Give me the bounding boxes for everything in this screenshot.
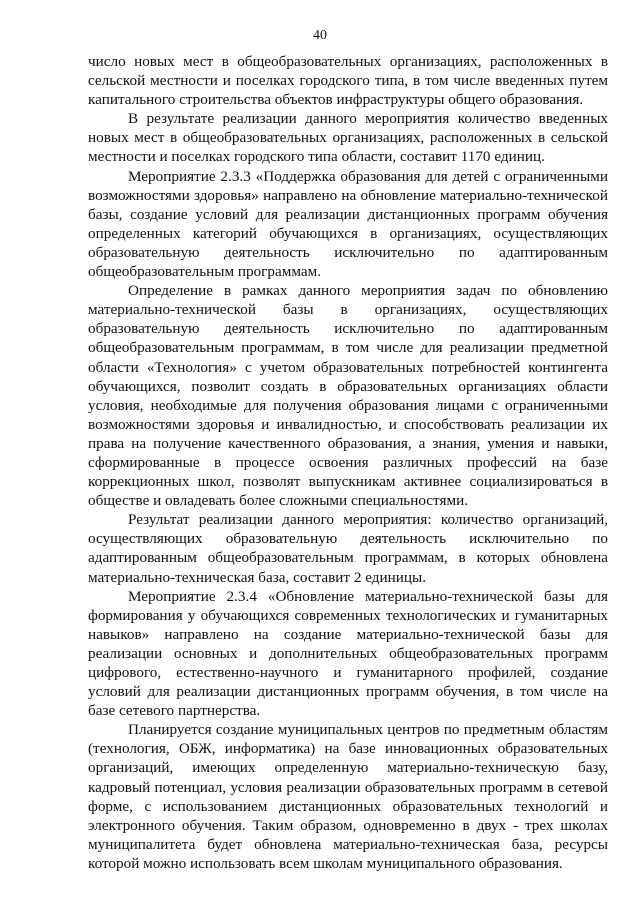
paragraph-measure-2-3-3-goals: Определение в рамках данного мероприятия задач по обновлению материально-технической базы в организациях, осуществляющих образовательную деятельность исключительно по адаптированным общеобразовательным программам, в том числе для реализации предметной области «Технология» с учетом образовательных потребностей контингента обучающихся, позволит создать в образовательных организациях области условия, необходимые для получения образования лицами с ограниченными возможностями здоровья и инвалидностью, и способствовать реализации их права на получение качественного образования, а знания, умения и навыки, сформированные в процессе освоения различных профессий на базе коррекционных школ, позволят выпускникам активнее социализироваться в обществе и овладевать более сложными специальностями. <box>88 282 608 510</box>
page-number: 40 <box>313 28 327 43</box>
paragraph-measure-2-3-3-result: Результат реализации данного мероприятия: количество организаций, осуществляющих образовательную деятельность исключительно по адаптированным общеобразовательным программам, в которых обновлена материально-техническая база, составит 2 единицы. <box>88 511 608 586</box>
paragraph-measure-2-3-4: Мероприятие 2.3.4 «Обновление материально-технической базы для формирования у обучающихся современных технологических и гуманитарных навыков» направлено на создание материально-технической базы для реализации основных и дополнительных общеобразовательных программ цифрового, естественно-научного и гуманитарного профилей, создание условий для реализации дистанционных программ обучения, в том числе на базе сетевого партнерства. <box>88 587 608 720</box>
paragraph-result-new-places: В результате реализации данного мероприятия количество введенных новых мест в общеобразовательных организациях, расположенных в сельской местности и поселках городского типа области, составит 1170 единиц. <box>88 110 608 166</box>
paragraph-continuation: число новых мест в общеобразовательных организациях, расположенных в сельской местности и поселках городского типа, в том числе введенных путем капитального строительства объектов инфраструктуры общего образования. <box>88 53 608 109</box>
paragraph-municipal-centers: Планируется создание муниципальных центров по предметным областям (технология, ОБЖ, информатика) на базе инновационных образовательных организаций, имеющих определенную материально-техническую базу, кадровый потенциал, условия реализации образовательных программ в сетевой форме, с использованием дистанционных образовательных технологий и электронного обучения. Таким образом, одновременно в двух - трех школах муниципалитета будет обновлена материально-техническая база, ресурсы которой можно использовать всем школам муниципального образования. <box>88 721 608 872</box>
paragraph-measure-2-3-3: Мероприятие 2.3.3 «Поддержка образования для детей с ограниченными возможностями здоровья» направлено на обновление материально-технической базы, создание условий для реализации дистанционных программ обучения определенных категорий обучающихся в организациях, осуществляющих образовательную деятельность исключительно по адаптированным общеобразовательным программам. <box>88 167 608 281</box>
document-body <box>88 52 608 873</box>
